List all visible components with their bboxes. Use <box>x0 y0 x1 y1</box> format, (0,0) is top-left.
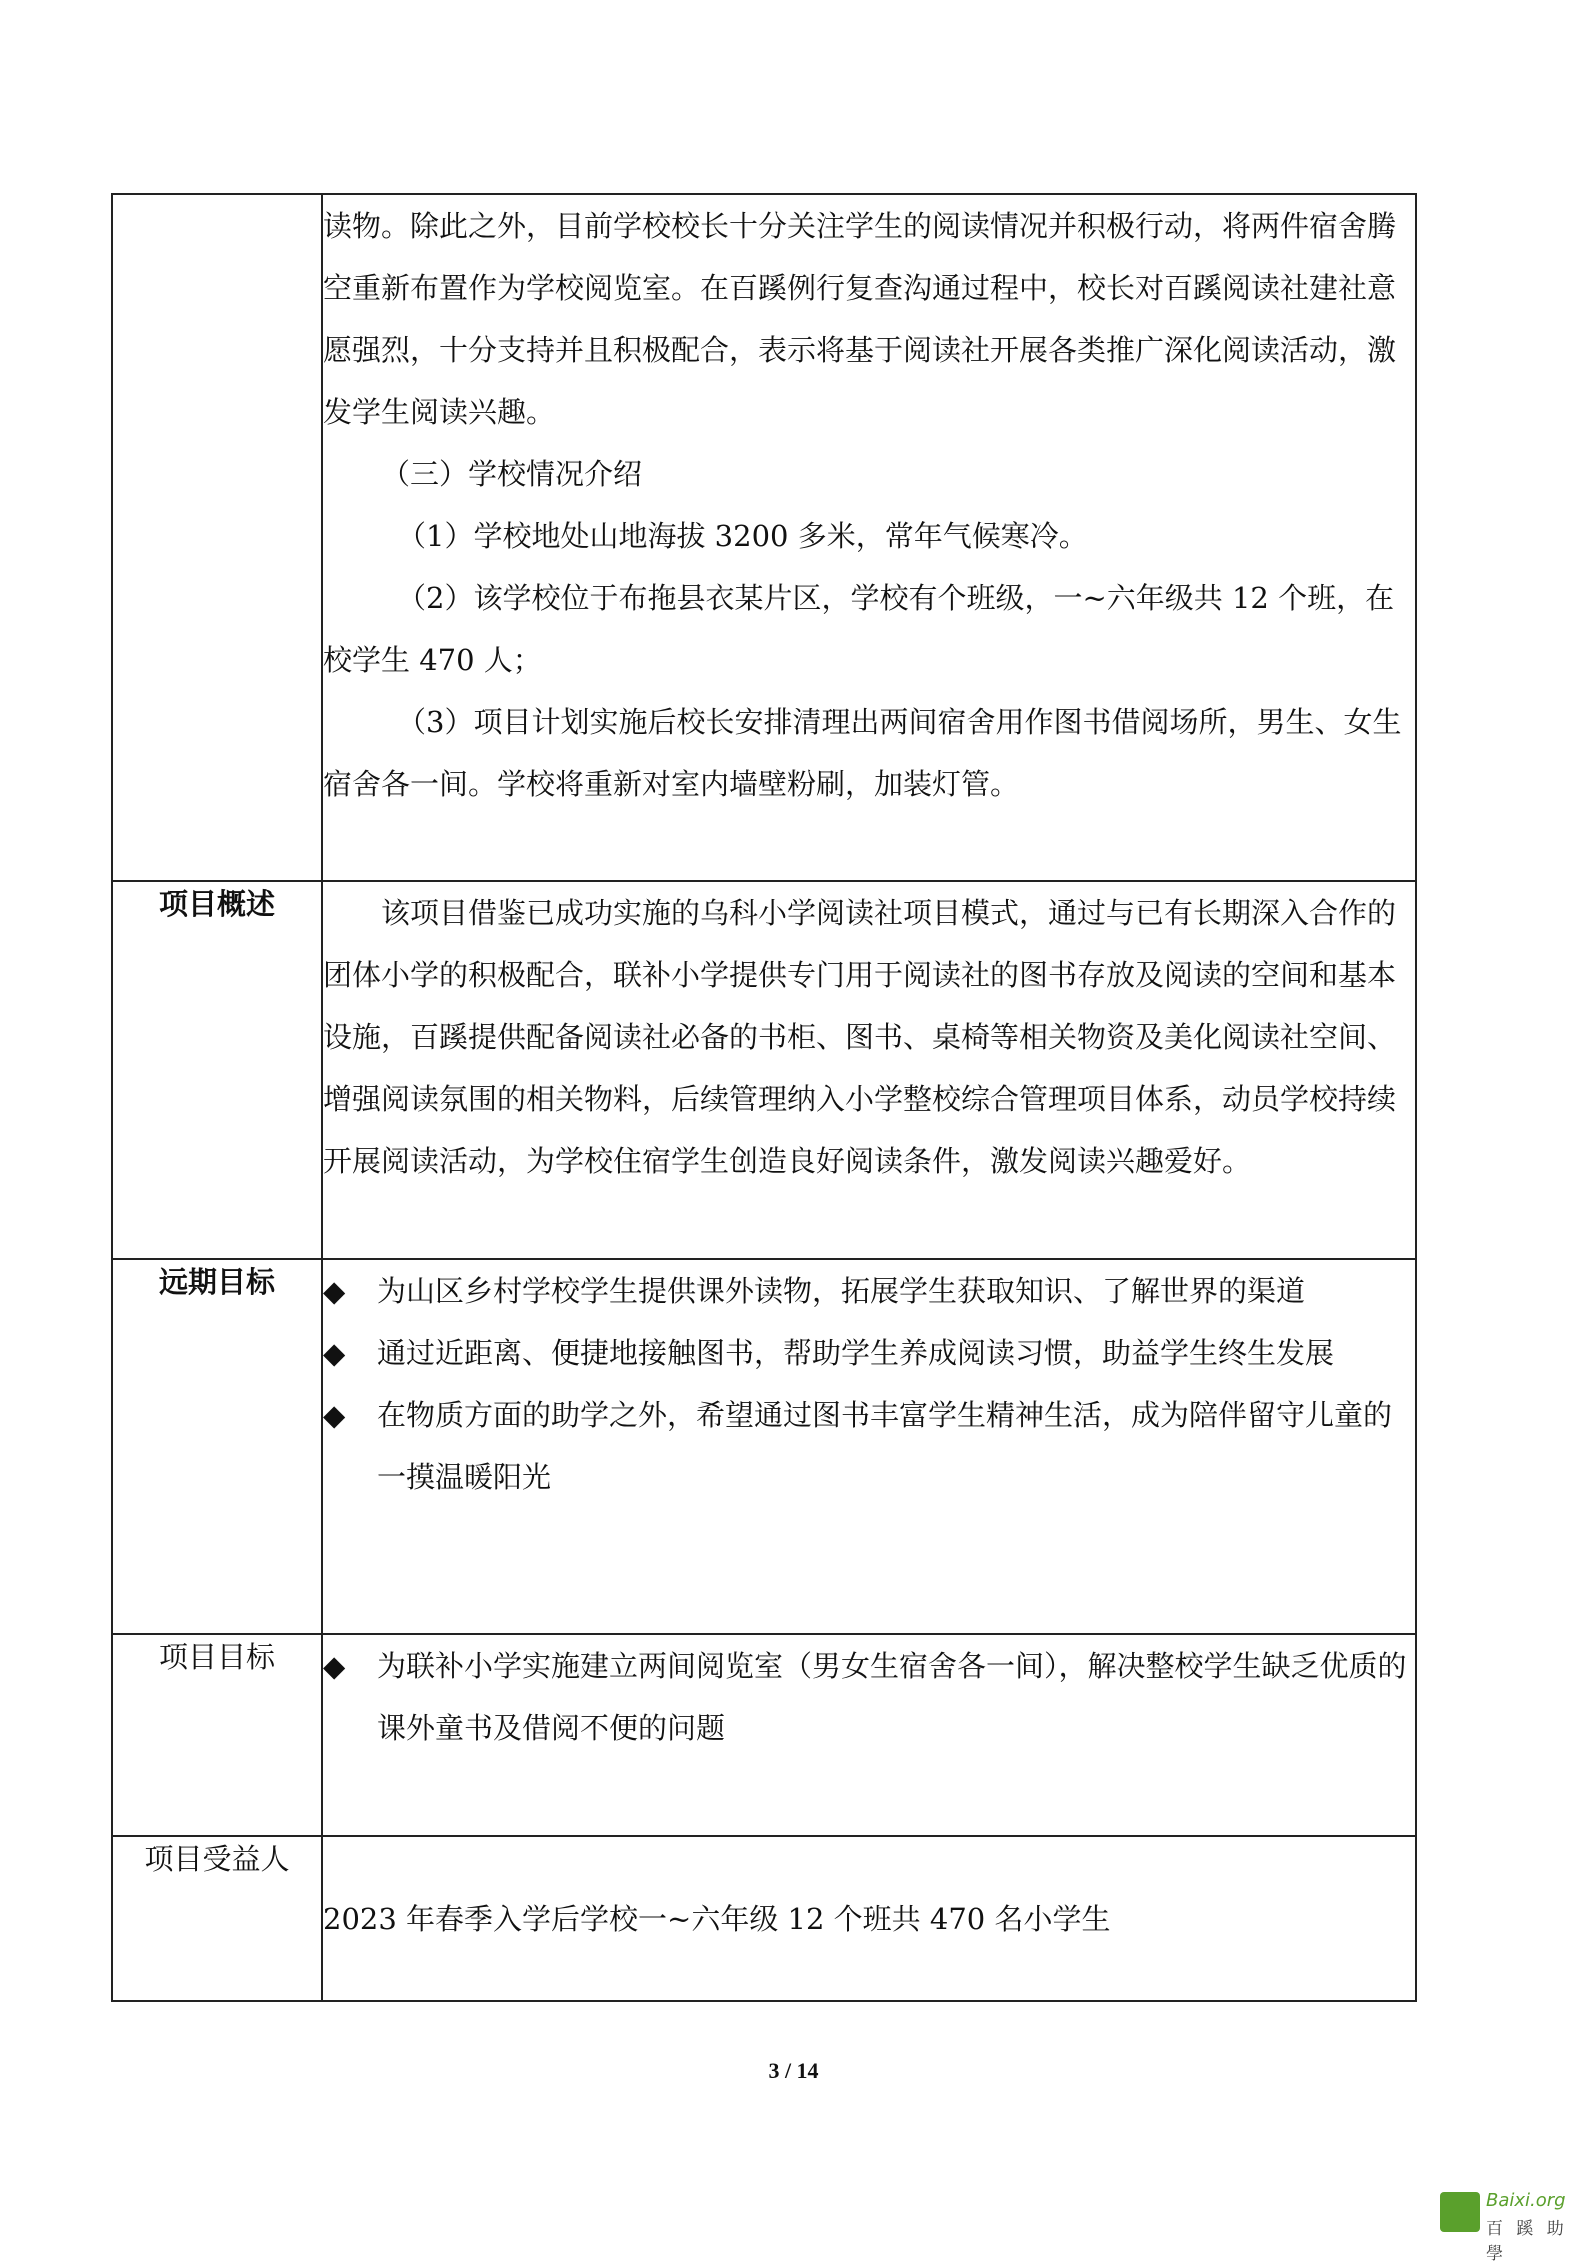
diamond-bullet-icon: ◆ <box>323 1649 346 1683</box>
beneficiary-text: 2023 年春季入学后学校一~六年级 12 个班共 470 名小学生 <box>323 1901 1111 1936</box>
section-title: （三）学校情况介绍 <box>381 457 643 491</box>
long-term-list <box>323 1260 1415 1508</box>
table-row <box>112 1634 1416 1836</box>
goal-cell <box>322 1634 1416 1836</box>
logo-name: 百 蹊 助 學 <box>1486 2219 1568 2264</box>
page-number: 3 / 14 <box>768 2058 819 2083</box>
project-table <box>111 193 1417 2002</box>
table-row <box>112 194 1416 881</box>
list-item: ◆ 在物质方面的助学之外，希望通过图书丰富学生精神生活，成为陪伴留守儿童的一摸温暖阳光 <box>323 1384 1415 1508</box>
row-label-overview: 项目概述 <box>112 881 322 1259</box>
list-item: ◆ 通过近距离、便捷地接触图书，帮助学生养成阅读习惯，助益学生终生发展 <box>323 1322 1415 1384</box>
row-label-beneficiary: 项目受益人 <box>112 1836 322 2001</box>
diamond-bullet-icon: ◆ <box>323 1274 346 1308</box>
goal-list <box>323 1635 1415 1759</box>
diamond-bullet-icon: ◆ <box>323 1398 346 1432</box>
beneficiary-cell <box>322 1836 1416 2001</box>
school-item-3: （3）项目计划实施后校长安排清理出两间宿舍用作图书借阅场所，男生、女生宿舍各一间。学校将重新对室内墙壁粉刷，加装灯管。 <box>323 705 1402 801</box>
school-item-2: （2）该学校位于布拖县衣某片区，学校有个班级，一~六年级共 12 个班，在校学生 470 人； <box>323 581 1395 677</box>
row-label-long-term: 远期目标 <box>112 1259 322 1634</box>
school-item-1: （1）学校地处山地海拔 3200 多米，常年气候寒冷。 <box>397 519 1088 553</box>
overview-text: 该项目借鉴已成功实施的乌科小学阅读社项目模式，通过与已有长期深入合作的团体小学的积极配合，联补小学提供专门用于阅读社的图书存放及阅读的空间和基本设施，百蹊提供配备阅读社必备的书柜、图书、桌椅等相关物资及美化阅读社空间、增强阅读氛围的相关物料，后续管理纳入小学整校综合管理项目体系，动员学校持续开展阅读活动，为学校住宿学生创造良好阅读条件，激发阅读兴趣爱好。 <box>323 896 1397 1178</box>
table-row <box>112 881 1416 1259</box>
table-row <box>112 1259 1416 1634</box>
diamond-bullet-icon: ◆ <box>323 1336 346 1370</box>
baixi-logo <box>1440 2190 1580 2264</box>
logo-mark-icon <box>1440 2192 1480 2232</box>
list-item: ◆ 为山区乡村学校学生提供课外读物，拓展学生获取知识、了解世界的渠道 <box>323 1260 1415 1322</box>
school-info-cell <box>322 194 1416 881</box>
table-row <box>112 1836 1416 2001</box>
overview-cell <box>322 881 1416 1259</box>
intro-paragraph: 读物。除此之外，目前学校校长十分关注学生的阅读情况并积极行动，将两件宿舍腾空重新布置作为学校阅览室。在百蹊例行复查沟通过程中，校长对百蹊阅读社建社意愿强烈，十分支持并且积极配合，表示将基于阅读社开展各类推广深化阅读活动，激发学生阅读兴趣。 <box>323 209 1397 429</box>
list-item: ◆ 为联补小学实施建立两间阅览室（男女生宿舍各一间），解决整校学生缺乏优质的课外童书及借阅不便的问题 <box>323 1635 1415 1759</box>
long-term-cell <box>322 1259 1416 1634</box>
row-label-empty <box>112 194 322 881</box>
row-label-goal: 项目目标 <box>112 1634 322 1836</box>
logo-url: Baixi.org <box>1486 2190 1566 2211</box>
